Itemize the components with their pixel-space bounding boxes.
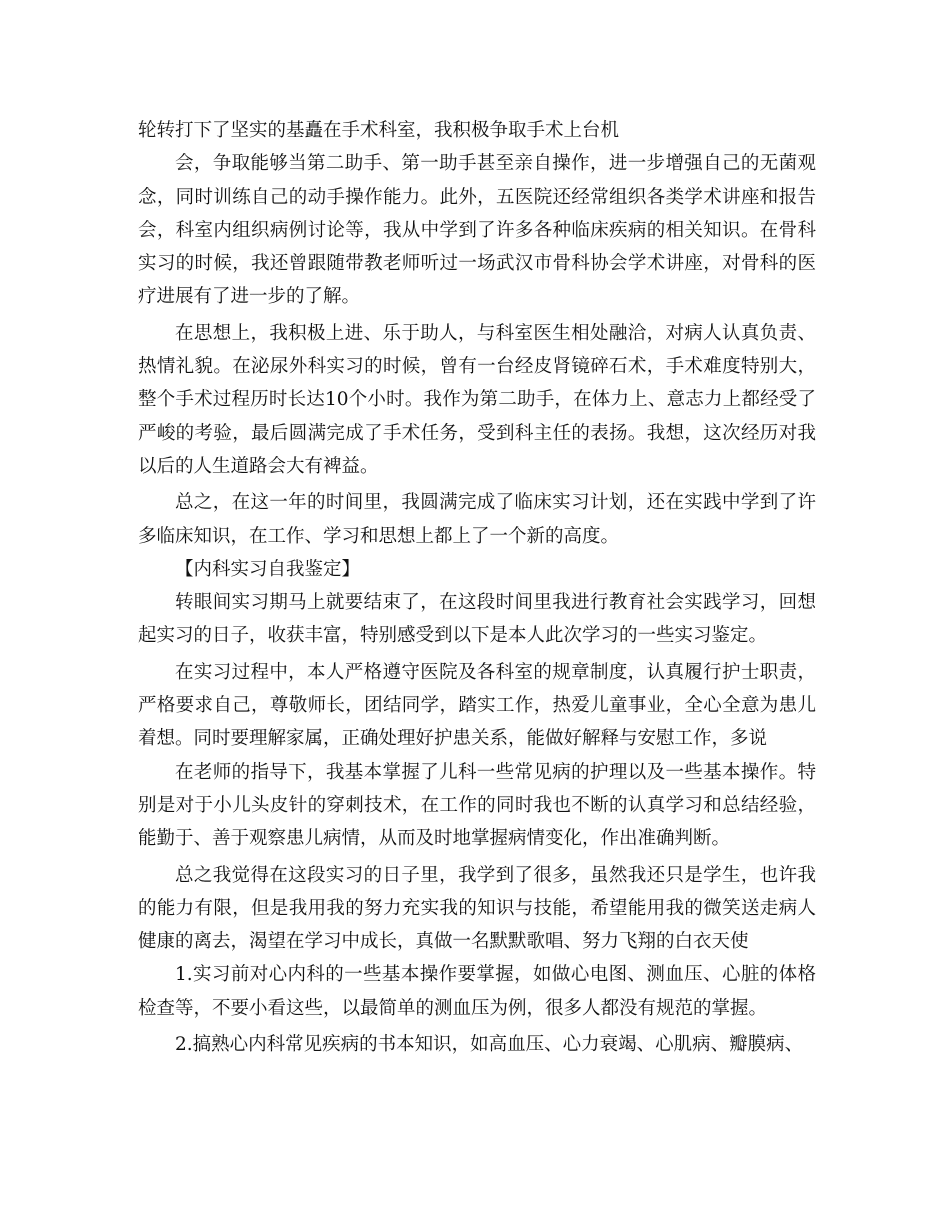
paragraph-continuation: 轮转打下了坚实的基矗在手术科室，我积极争取手术上台机 <box>138 120 620 141</box>
paragraph-surgery-practice: 会，争取能够当第二助手、第一助手甚至亲自操作，进一步增强自己的无菌观念，同时训练自己的动手操作能力。此外，五医院还经常组织各类学术讲座和报告会，科室内组织病例讨论等，我从中学到了许多各种临床疾病的相关知识。在骨科实习的时候，我还曾跟随带教老师听过一场武汉市骨科协会学术讲座，对骨科的医疗进展有了进一步的了解。 <box>138 153 816 308</box>
list-item-2: 2.搞熟心内科常见疾病的书本知识，如高血压、心力衰竭、心肌病、瓣膜病、 <box>175 1034 804 1056</box>
document-body <box>138 114 816 1061</box>
paragraph-rules-compliance: 在实习过程中，本人严格遵守医院及各科室的规章制度，认真履行护士职责，严格要求自己，尊敬师长，团结同学，踏实工作，热爱儿童事业，全心全意为患儿着想。同时要理解家属，正确处理好护患关系，能做好解释与安慰工作，多说 <box>138 661 816 750</box>
paragraph-internship-ending: 转眼间实习期马上就要结束了，在这段时间里我进行教育社会实践学习，回想起实习的日子，收获丰富，特别感受到以下是本人此次学习的一些实习鉴定。 <box>138 592 816 647</box>
paragraph-summary: 总之，在这一年的时间里，我圆满完成了临床实习计划，还在实践中学到了许多临床知识，在工作、学习和思想上都上了一个新的高度。 <box>138 492 816 547</box>
paragraph-teacher-guidance: 在老师的指导下，我基本掌握了儿科一些常见病的护理以及一些基本操作。特别是对于小儿头皮针的穿刺技术，在工作的同时我也不断的认真学习和总结经验，能勤于、善于观察患儿病情，从而及时地掌握病情变化，作出准确判断。 <box>138 761 816 850</box>
list-item-1: 1.实习前对心内科的一些基本操作要掌握，如做心电图、测血压、心脏的体格检查等，不要小看这些，以最简单的测血压为例，很多人都没有规范的掌握。 <box>138 964 816 1019</box>
paragraph-conclusion: 总之我觉得在这段实习的日子里，我学到了很多，虽然我还只是学生，也许我的能力有限，但是我用我的努力充实我的知识与技能，希望能用我的微笑送走病人健康的离去，渴望在学习中成长，真做一名默默歌唱、努力飞翔的白衣天使 <box>138 864 816 953</box>
section-heading-internal-medicine: 【内科实习自我鉴定】 <box>175 558 361 580</box>
paragraph-attitude: 在思想上，我积极上进、乐于助人，与科室医生相处融洽，对病人认真负责、热情礼貌。在泌尿外科实习的时候，曾有一台经皮肾镜碎石术，手术难度特别大，整个手术过程历时长达10个小时。我作为第二助手，在体力上、意志力上都经受了严峻的考验，最后圆满完成了手术任务，受到科主任的表扬。我想，这次经历对我以后的人生道路会大有裨益。 <box>138 322 816 477</box>
